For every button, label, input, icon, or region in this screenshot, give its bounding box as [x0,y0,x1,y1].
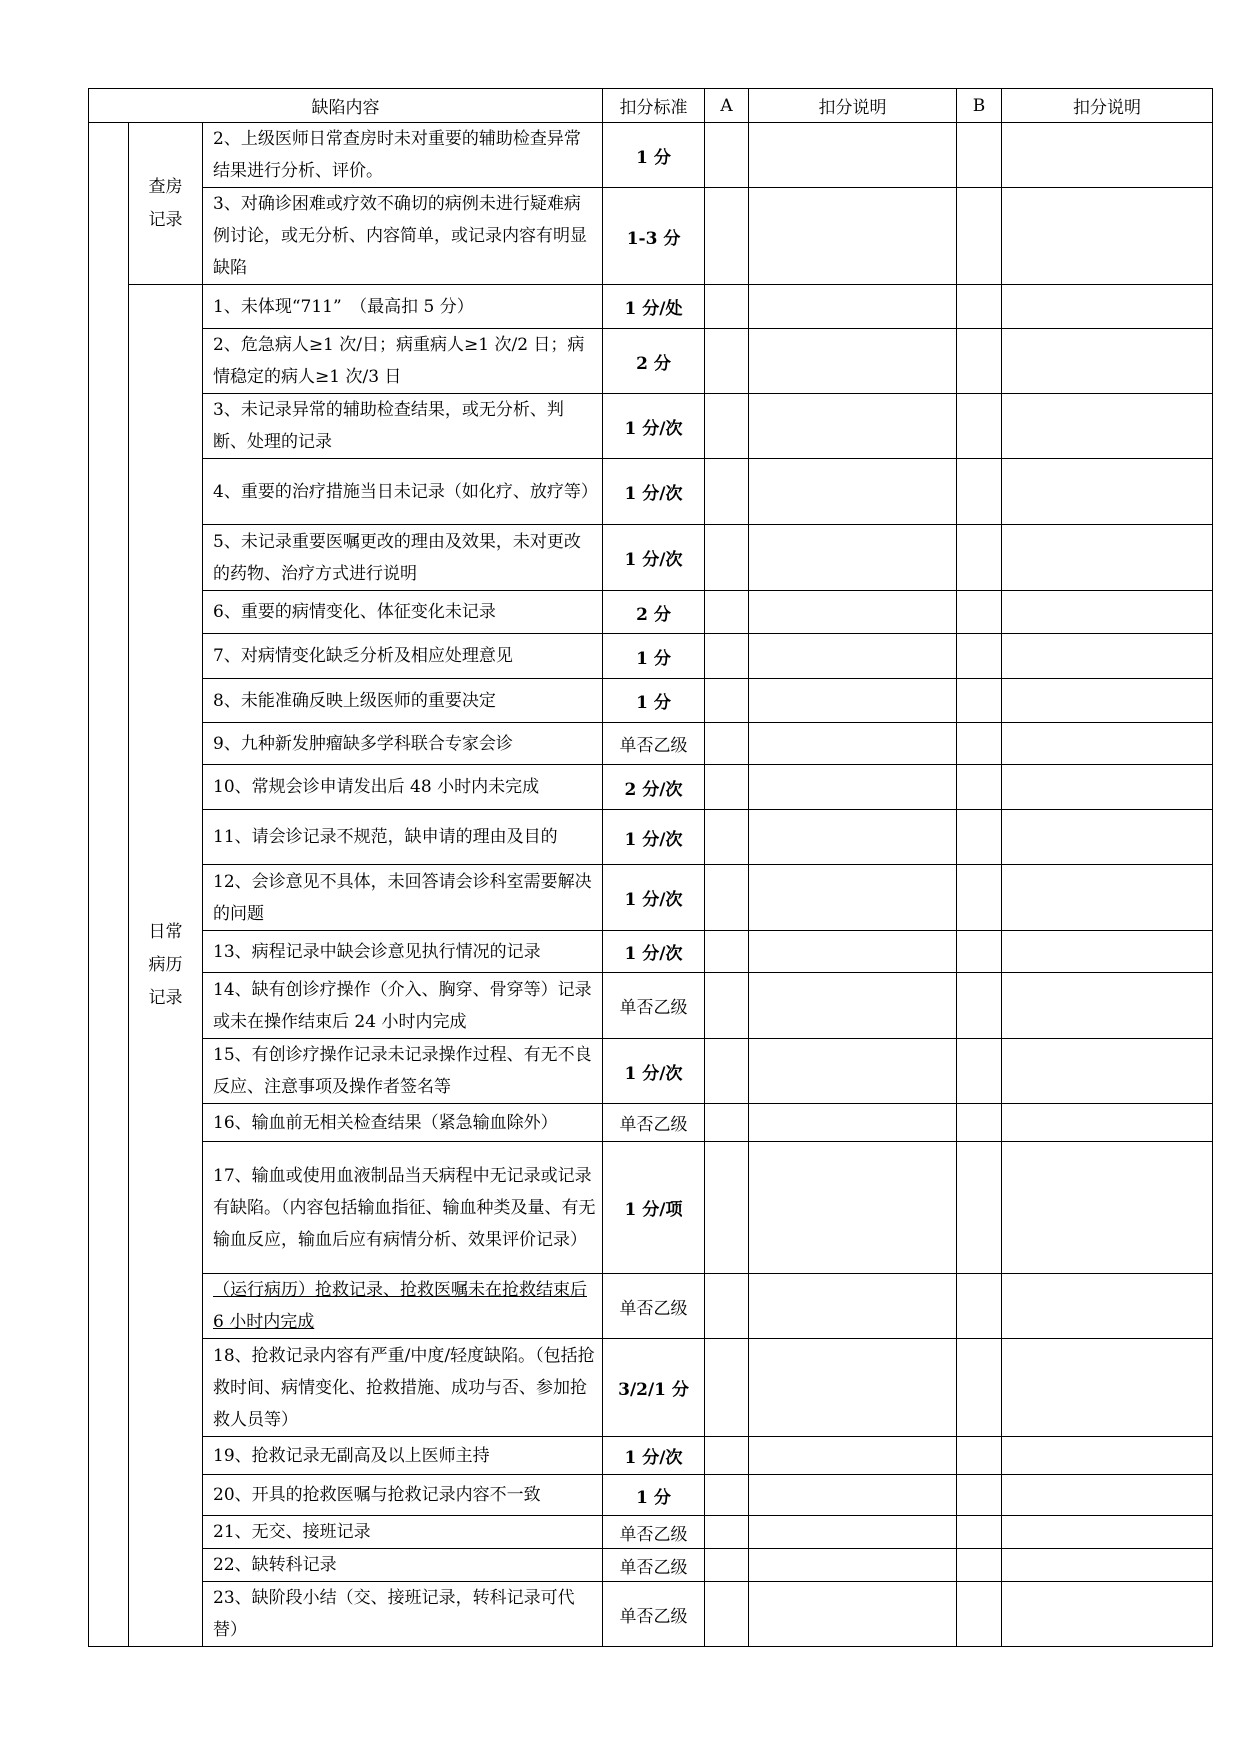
item-standard: 1 分/次 [603,1039,705,1104]
note-b-cell[interactable] [1002,188,1213,285]
score-b-cell[interactable] [957,1516,1002,1549]
item-standard: 1-3 分 [603,188,705,285]
note-a-cell[interactable] [749,723,957,765]
header-row [89,89,1213,123]
item-text: 22、缺转科记录 [203,1549,603,1582]
note-b-cell[interactable] [1002,394,1213,459]
note-a-cell[interactable] [749,123,957,188]
score-a-cell[interactable] [705,1582,749,1647]
note-b-cell[interactable] [1002,459,1213,525]
note-a-cell[interactable] [749,1549,957,1582]
note-b-cell[interactable] [1002,123,1213,188]
score-b-cell[interactable] [957,679,1002,723]
score-b-cell[interactable] [957,765,1002,810]
score-b-cell[interactable] [957,285,1002,329]
note-b-cell[interactable] [1002,723,1213,765]
item-text: （运行病历）抢救记录、抢救医嘱未在抢救结束后 6 小时内完成 [203,1274,603,1339]
note-a-cell[interactable] [749,765,957,810]
score-a-cell[interactable] [705,865,749,931]
score-a-cell[interactable] [705,973,749,1039]
note-a-cell[interactable] [749,810,957,865]
item-standard: 1 分/次 [603,394,705,459]
score-b-cell[interactable] [957,1104,1002,1142]
score-a-cell[interactable] [705,634,749,679]
score-a-cell[interactable] [705,1339,749,1437]
score-b-cell[interactable] [957,931,1002,973]
table-row [89,525,1213,591]
score-b-cell[interactable] [957,1437,1002,1475]
item-standard: 1 分/次 [603,865,705,931]
table-row [89,765,1213,810]
table-row [89,591,1213,634]
item-standard: 1 分/项 [603,1142,705,1274]
note-a-cell[interactable] [749,1274,957,1339]
item-text: 8、未能准确反映上级医师的重要决定 [203,679,603,723]
note-a-cell[interactable] [749,634,957,679]
score-b-cell[interactable] [957,188,1002,285]
note-b-cell[interactable] [1002,591,1213,634]
item-text: 18、抢救记录内容有严重/中度/轻度缺陷。（包括抢救时间、病情变化、抢救措施、成功与否、参加抢救人员等） [203,1339,603,1437]
item-text: 2、上级医师日常查房时未对重要的辅助检查异常结果进行分析、评价。 [203,123,603,188]
score-a-cell[interactable] [705,1475,749,1516]
table-row [89,1549,1213,1582]
item-standard: 1 分/次 [603,931,705,973]
header-col-b: B [957,89,1002,123]
table-row [89,1104,1213,1142]
item-standard: 1 分/次 [603,525,705,591]
table-row [89,394,1213,459]
note-a-cell[interactable] [749,1104,957,1142]
score-a-cell[interactable] [705,1142,749,1274]
item-text: 21、无交、接班记录 [203,1516,603,1549]
score-a-cell[interactable] [705,679,749,723]
score-a-cell[interactable] [705,810,749,865]
score-b-cell[interactable] [957,123,1002,188]
item-text: 16、输血前无相关检查结果（紧急输血除外） [203,1104,603,1142]
score-a-cell[interactable] [705,931,749,973]
section-ward-round: 查房记录 [129,123,203,285]
item-standard: 2 分/次 [603,765,705,810]
score-b-cell[interactable] [957,1274,1002,1339]
note-a-cell[interactable] [749,394,957,459]
note-a-cell[interactable] [749,1039,957,1104]
item-standard: 1 分/处 [603,285,705,329]
item-standard: 1 分 [603,634,705,679]
note-a-cell[interactable] [749,1582,957,1647]
table-row [89,810,1213,865]
note-b-cell[interactable] [1002,1437,1213,1475]
note-a-cell[interactable] [749,329,957,394]
note-b-cell[interactable] [1002,1475,1213,1516]
score-a-cell[interactable] [705,525,749,591]
header-standard: 扣分标准 [603,89,705,123]
table-row [89,123,1213,188]
note-b-cell[interactable] [1002,1039,1213,1104]
note-a-cell[interactable] [749,1516,957,1549]
score-b-cell[interactable] [957,1142,1002,1274]
score-b-cell[interactable] [957,1339,1002,1437]
score-a-cell[interactable] [705,123,749,188]
note-a-cell[interactable] [749,285,957,329]
item-standard: 1 分/次 [603,810,705,865]
score-a-cell[interactable] [705,723,749,765]
note-b-cell[interactable] [1002,634,1213,679]
item-text: 20、开具的抢救医嘱与抢救记录内容不一致 [203,1475,603,1516]
note-b-cell[interactable] [1002,679,1213,723]
header-note-b: 扣分说明 [1002,89,1213,123]
score-a-cell[interactable] [705,591,749,634]
note-b-cell[interactable] [1002,329,1213,394]
score-b-cell[interactable] [957,1475,1002,1516]
note-a-cell[interactable] [749,188,957,285]
note-a-cell[interactable] [749,931,957,973]
note-a-cell[interactable] [749,1437,957,1475]
table-row [89,679,1213,723]
item-text: 2、危急病人≥1 次/日；病重病人≥1 次/2 日；病情稳定的病人≥1 次/3 日 [203,329,603,394]
table-row [89,1437,1213,1475]
score-a-cell[interactable] [705,459,749,525]
table-row [89,973,1213,1039]
note-b-cell[interactable] [1002,525,1213,591]
note-b-cell[interactable] [1002,973,1213,1039]
note-a-cell[interactable] [749,679,957,723]
note-b-cell[interactable] [1002,931,1213,973]
score-a-cell[interactable] [705,1516,749,1549]
item-standard: 1 分/次 [603,1437,705,1475]
table-row [89,1516,1213,1549]
note-b-cell[interactable] [1002,1516,1213,1549]
note-a-cell[interactable] [749,459,957,525]
score-a-cell[interactable] [705,765,749,810]
table-row [89,188,1213,285]
score-b-cell[interactable] [957,591,1002,634]
item-text: 11、请会诊记录不规范，缺申请的理由及目的 [203,810,603,865]
section-daily-record: 日常病历记录 [129,285,203,1647]
score-b-cell[interactable] [957,329,1002,394]
score-b-cell[interactable] [957,394,1002,459]
score-a-cell[interactable] [705,1274,749,1339]
item-standard: 2 分 [603,329,705,394]
score-a-cell[interactable] [705,329,749,394]
score-b-cell[interactable] [957,1039,1002,1104]
score-b-cell[interactable] [957,1582,1002,1647]
table-row [89,285,1213,329]
note-a-cell[interactable] [749,1475,957,1516]
score-b-cell[interactable] [957,525,1002,591]
item-text: 3、对确诊困难或疗效不确切的病例未进行疑难病例讨论，或无分析、内容简单，或记录内容有明显缺陷 [203,188,603,285]
item-text: 6、重要的病情变化、体征变化未记录 [203,591,603,634]
item-standard: 3/2/1 分 [603,1339,705,1437]
item-text: 17、输血或使用血液制品当天病程中无记录或记录有缺陷。（内容包括输血指征、输血种类及量、有无输血反应，输血后应有病情分析、效果评价记录） [203,1142,603,1274]
score-a-cell[interactable] [705,285,749,329]
item-text: 10、常规会诊申请发出后 48 小时内未完成 [203,765,603,810]
outer-category-cell [89,123,129,1647]
item-standard: 1 分 [603,679,705,723]
table-row [89,329,1213,394]
score-a-cell[interactable] [705,1104,749,1142]
header-note-a: 扣分说明 [749,89,957,123]
note-b-cell[interactable] [1002,1142,1213,1274]
table-row [89,1039,1213,1104]
table-row [89,723,1213,765]
item-standard: 单否乙级 [603,723,705,765]
item-text: 23、缺阶段小结（交、接班记录，转科记录可代替） [203,1582,603,1647]
item-standard: 单否乙级 [603,1274,705,1339]
note-b-cell[interactable] [1002,765,1213,810]
note-b-cell[interactable] [1002,1274,1213,1339]
item-standard: 1 分 [603,1475,705,1516]
table-row [89,1274,1213,1339]
item-text: 15、有创诊疗操作记录未记录操作过程、有无不良反应、注意事项及操作者签名等 [203,1039,603,1104]
note-a-cell[interactable] [749,1142,957,1274]
score-a-cell[interactable] [705,1039,749,1104]
score-a-cell[interactable] [705,1549,749,1582]
item-standard: 单否乙级 [603,1516,705,1549]
item-text: 9、九种新发肿瘤缺多学科联合专家会诊 [203,723,603,765]
item-text: 13、病程记录中缺会诊意见执行情况的记录 [203,931,603,973]
item-text: 7、对病情变化缺乏分析及相应处理意见 [203,634,603,679]
table-row [89,865,1213,931]
table-row [89,1475,1213,1516]
score-b-cell[interactable] [957,973,1002,1039]
score-a-cell[interactable] [705,188,749,285]
header-col-a: A [705,89,749,123]
item-text: 1、未体现“711” （最高扣 5 分） [203,285,603,329]
score-a-cell[interactable] [705,394,749,459]
score-b-cell[interactable] [957,634,1002,679]
header-content: 缺陷内容 [89,89,603,123]
item-standard: 单否乙级 [603,973,705,1039]
score-a-cell[interactable] [705,1437,749,1475]
table-row [89,1582,1213,1647]
note-a-cell[interactable] [749,865,957,931]
item-text: 12、会诊意见不具体，未回答请会诊科室需要解决的问题 [203,865,603,931]
note-a-cell[interactable] [749,591,957,634]
item-text: 19、抢救记录无副高及以上医师主持 [203,1437,603,1475]
note-b-cell[interactable] [1002,1582,1213,1647]
note-b-cell[interactable] [1002,285,1213,329]
item-standard: 1 分/次 [603,459,705,525]
item-text: 4、重要的治疗措施当日未记录（如化疗、放疗等） [203,459,603,525]
item-standard: 单否乙级 [603,1549,705,1582]
item-text: 14、缺有创诊疗操作（介入、胸穿、骨穿等）记录或未在操作结束后 24 小时内完成 [203,973,603,1039]
table-row [89,1142,1213,1274]
score-b-cell[interactable] [957,1549,1002,1582]
note-a-cell[interactable] [749,973,957,1039]
table-row [89,1339,1213,1437]
note-b-cell[interactable] [1002,1339,1213,1437]
item-standard: 1 分 [603,123,705,188]
table-row [89,634,1213,679]
defect-scoring-table [88,88,1213,1647]
item-text: 3、未记录异常的辅助检查结果，或无分析、判断、处理的记录 [203,394,603,459]
score-b-cell[interactable] [957,865,1002,931]
score-b-cell[interactable] [957,459,1002,525]
note-a-cell[interactable] [749,525,957,591]
note-b-cell[interactable] [1002,1104,1213,1142]
note-b-cell[interactable] [1002,865,1213,931]
note-b-cell[interactable] [1002,810,1213,865]
note-b-cell[interactable] [1002,1549,1213,1582]
score-b-cell[interactable] [957,723,1002,765]
item-standard: 单否乙级 [603,1582,705,1647]
table-row [89,459,1213,525]
item-text: 5、未记录重要医嘱更改的理由及效果，未对更改的药物、治疗方式进行说明 [203,525,603,591]
item-standard: 2 分 [603,591,705,634]
table-row [89,931,1213,973]
note-a-cell[interactable] [749,1339,957,1437]
item-standard: 单否乙级 [603,1104,705,1142]
score-b-cell[interactable] [957,810,1002,865]
